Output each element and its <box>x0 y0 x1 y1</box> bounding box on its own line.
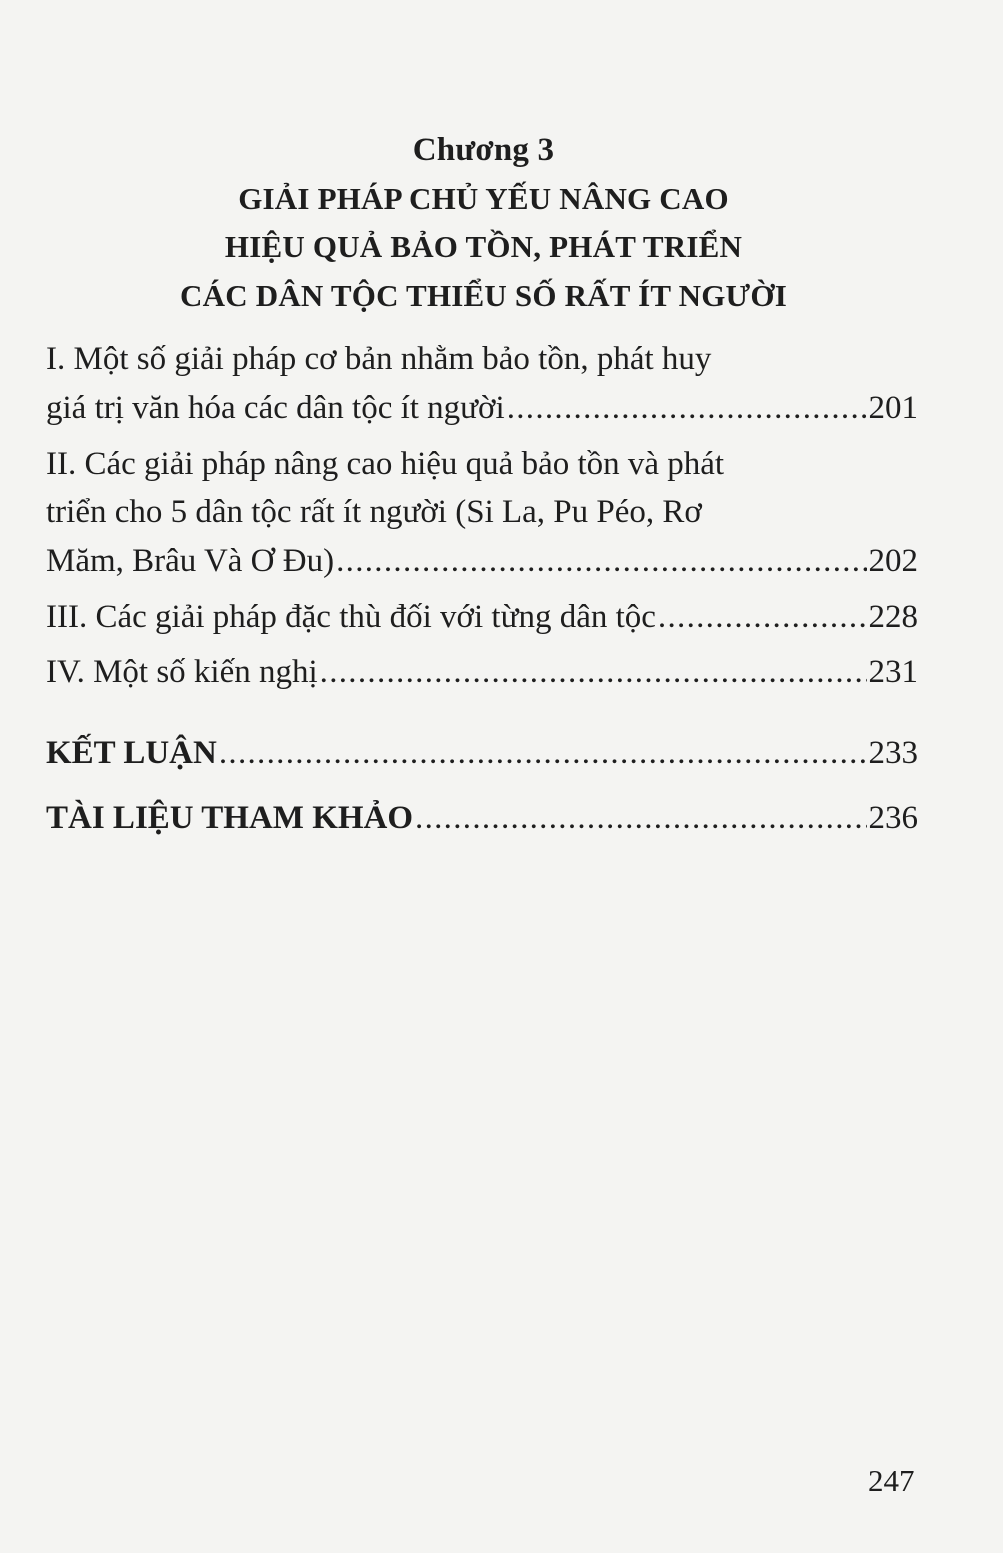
toc-leader-dots <box>320 656 867 689</box>
toc-entry-2-page: 202 <box>868 543 918 579</box>
toc-conclusion-page: 233 <box>868 735 918 771</box>
toc-entry-2-text-1: II. Các giải pháp nâng cao hiệu quả bảo tồn và phát <box>46 446 725 482</box>
toc-entry-4 <box>46 656 918 689</box>
toc-references-text: TÀI LIỆU THAM KHẢO <box>46 800 414 836</box>
toc-leader-dots <box>219 737 867 770</box>
toc-conclusion <box>46 737 918 770</box>
toc-entry-1-text-2: giá trị văn hóa các dân tộc ít người <box>46 390 505 426</box>
toc-leader-dots <box>507 392 867 425</box>
toc-leader-dots <box>415 802 866 835</box>
page-number: 247 <box>868 1463 915 1498</box>
toc-entry-1-page: 201 <box>868 390 918 426</box>
chapter-title-line-1: GIẢI PHÁP CHỦ YẾU NÂNG CAO <box>238 181 729 216</box>
toc-entry-1-line-2 <box>46 392 918 425</box>
toc-entry-3 <box>46 601 918 634</box>
toc-entry-3-text: III. Các giải pháp đặc thù đối với từng dân tộc <box>46 599 656 635</box>
toc-entry-1-line-1 <box>46 343 918 376</box>
toc-entry-2-line-3 <box>46 545 918 578</box>
toc-entry-2-line-1 <box>46 448 918 481</box>
toc-conclusion-text: KẾT LUẬN <box>46 735 217 771</box>
toc-entry-3-page: 228 <box>868 599 918 635</box>
toc-entry-2-text-3: Măm, Brâu Và Ơ Đu) <box>46 543 335 579</box>
toc-entry-4-text: IV. Một số kiến nghị <box>46 654 318 690</box>
toc-entry-2-line-2 <box>46 496 918 529</box>
chapter-title-line-3: CÁC DÂN TỘC THIỂU SỐ RẤT ÍT NGƯỜI <box>180 278 787 313</box>
toc-references-page: 236 <box>868 800 918 836</box>
toc-entry-1-text-1: I. Một số giải pháp cơ bản nhằm bảo tồn, phát huy <box>46 341 712 377</box>
chapter-label: Chương 3 <box>412 132 555 168</box>
toc-entry-4-page: 231 <box>868 654 918 690</box>
toc-entry-2-text-2: triển cho 5 dân tộc rất ít người (Si La, Pu Péo, Rơ <box>46 494 702 530</box>
toc-leader-dots <box>336 545 866 578</box>
toc-references <box>46 802 918 835</box>
chapter-title-line-2: HIỆU QUẢ BẢO TỒN, PHÁT TRIỂN <box>224 229 743 264</box>
toc-leader-dots <box>658 601 867 634</box>
